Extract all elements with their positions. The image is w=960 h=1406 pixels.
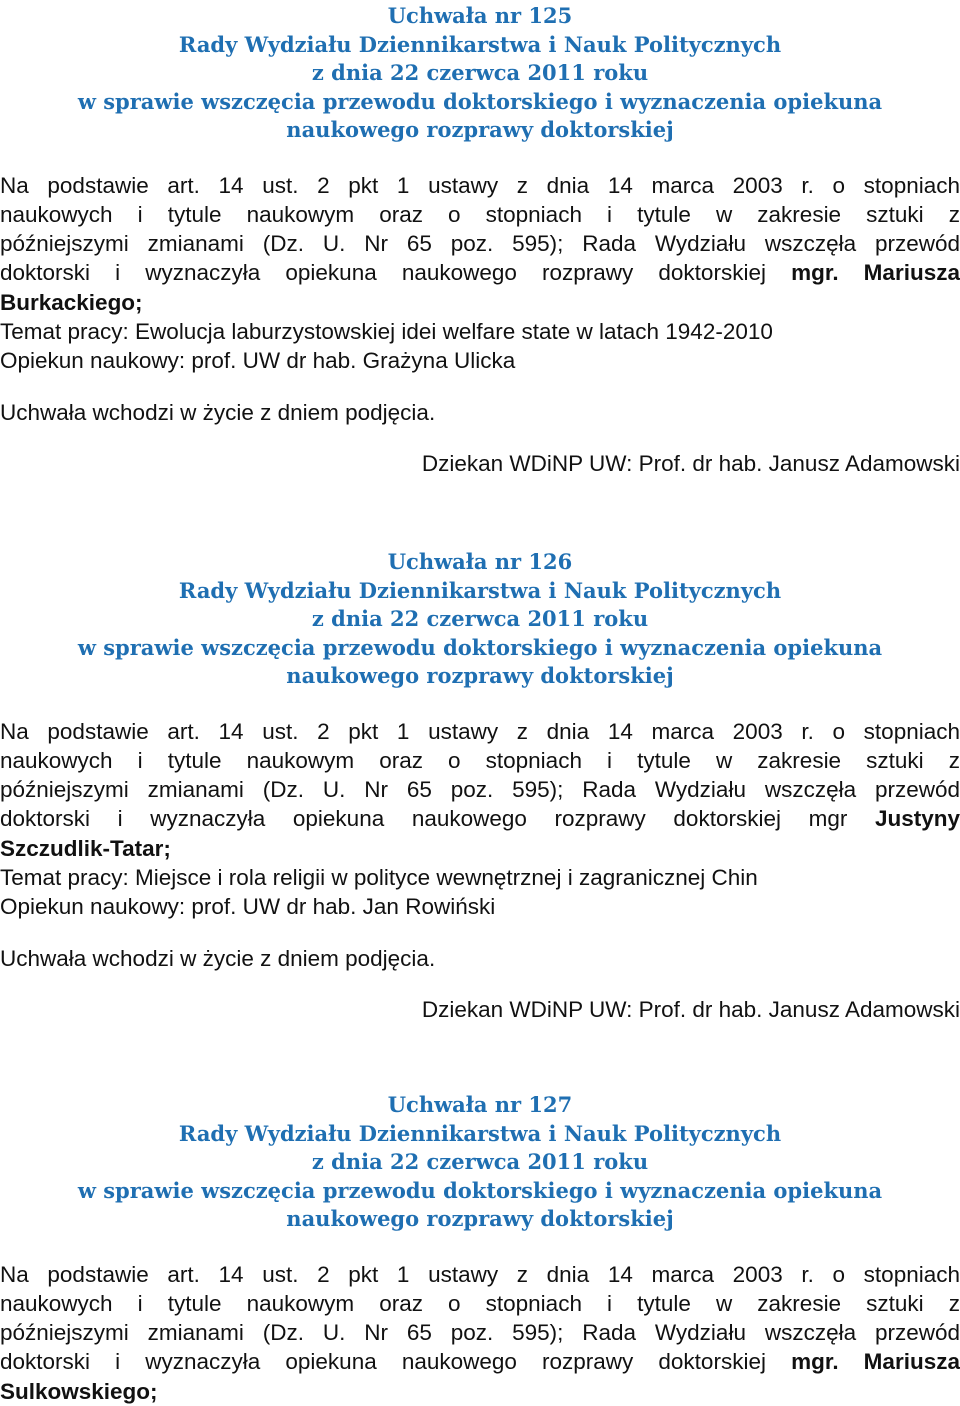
council-name: Rady Wydziału Dziennikarstwa i Nauk Politycznych	[178, 31, 782, 57]
candidate-surname: Szczudlik-Tatar;	[0, 835, 171, 861]
resolution-date: z dnia 22 czerwca 2011 roku	[311, 60, 649, 85]
council-name: Rady Wydziału Dziennikarstwa i Nauk Politycznych	[178, 577, 782, 603]
resolution-subject-cont: naukowego rozprawy doktorskiej	[286, 663, 674, 688]
resolution-subject: w sprawie wszczęcia przewodu doktorskiego i wyznaczenia opiekuna	[77, 634, 883, 660]
effective-clause: Uchwała wchodzi w życie z dniem podjęcia.	[0, 945, 436, 971]
basis-line	[0, 834, 960, 863]
candidate-name: mgr. Mariusza	[791, 1349, 960, 1375]
resolution-body	[0, 1260, 960, 1406]
basis-text: doktorski i wyznaczyła opiekuna naukowego rozprawy doktorskiej	[0, 260, 766, 286]
basis-line: naukowych i tytule naukowym oraz o stopniach i tytule w zakresie sztuki z	[0, 747, 960, 773]
candidate-surname: Sulkowskiego;	[0, 1378, 158, 1404]
basis-text: doktorski i wyznaczyła opiekuna naukowego rozprawy doktorskiej	[0, 1349, 766, 1375]
basis-line	[0, 1377, 960, 1406]
dean-signature: Dziekan WDiNP UW: Prof. dr hab. Janusz Adamowski	[421, 996, 960, 1022]
basis-line: późniejszymi zmianami (Dz. U. Nr 65 poz. 595); Rada Wydziału wszczęła przewód	[0, 231, 960, 257]
resolution-subject: w sprawie wszczęcia przewodu doktorskiego i wyznaczenia opiekuna	[77, 1177, 883, 1203]
candidate-name: mgr. Mariusza	[791, 260, 960, 286]
basis-line	[0, 258, 960, 287]
resolution-title: Uchwała nr 125	[387, 3, 573, 28]
basis-text: doktorski i wyznaczyła opiekuna naukowego rozprawy doktorskiej mgr	[0, 806, 848, 832]
resolution-title: Uchwała nr 127	[387, 1092, 573, 1117]
basis-line	[0, 1347, 960, 1376]
council-name: Rady Wydziału Dziennikarstwa i Nauk Politycznych	[178, 1120, 782, 1146]
resolution-header	[0, 2, 960, 145]
resolution-body	[0, 717, 960, 1025]
thesis-topic: Temat pracy: Miejsce i rola religii w polityce wewnętrznej i zagranicznej Chin	[0, 864, 758, 890]
resolution-subject-cont: naukowego rozprawy doktorskiej	[286, 1206, 674, 1231]
basis-line: naukowych i tytule naukowym oraz o stopniach i tytule w zakresie sztuki z	[0, 201, 960, 227]
basis-line: Na podstawie art. 14 ust. 2 pkt 1 ustawy z dnia 14 marca 2003 r. o stopniach	[0, 1261, 960, 1287]
resolution-header	[0, 548, 960, 691]
dean-signature: Dziekan WDiNP UW: Prof. dr hab. Janusz Adamowski	[421, 450, 960, 476]
supervisor: Opiekun naukowy: prof. UW dr hab. Grażyna Ulicka	[0, 348, 516, 374]
supervisor: Opiekun naukowy: prof. UW dr hab. Jan Rowiński	[0, 894, 496, 920]
resolution-127	[0, 1091, 960, 1406]
resolution-date: z dnia 22 czerwca 2011 roku	[311, 606, 649, 631]
resolution-date: z dnia 22 czerwca 2011 roku	[311, 1149, 649, 1174]
resolution-header	[0, 1091, 960, 1234]
resolution-subject-cont: naukowego rozprawy doktorskiej	[286, 117, 674, 142]
basis-line	[0, 804, 960, 833]
resolution-subject: w sprawie wszczęcia przewodu doktorskiego i wyznaczenia opiekuna	[77, 88, 883, 114]
basis-line: naukowych i tytule naukowym oraz o stopniach i tytule w zakresie sztuki z	[0, 1290, 960, 1316]
basis-line: Na podstawie art. 14 ust. 2 pkt 1 ustawy z dnia 14 marca 2003 r. o stopniach	[0, 172, 960, 198]
effective-clause: Uchwała wchodzi w życie z dniem podjęcia.	[0, 399, 436, 425]
candidate-surname: Burkackiego;	[0, 289, 143, 315]
candidate-name: Justyny	[874, 806, 960, 832]
basis-line: późniejszymi zmianami (Dz. U. Nr 65 poz. 595); Rada Wydziału wszczęła przewód	[0, 777, 960, 803]
resolution-title: Uchwała nr 126	[387, 549, 573, 574]
resolution-125	[0, 2, 960, 478]
basis-line: Na podstawie art. 14 ust. 2 pkt 1 ustawy z dnia 14 marca 2003 r. o stopniach	[0, 718, 960, 744]
basis-line: późniejszymi zmianami (Dz. U. Nr 65 poz. 595); Rada Wydziału wszczęła przewód	[0, 1320, 960, 1346]
resolution-126	[0, 548, 960, 1024]
basis-line	[0, 288, 960, 317]
resolution-body	[0, 171, 960, 479]
thesis-topic: Temat pracy: Ewolucja laburzystowskiej idei welfare state w latach 1942-2010	[0, 318, 773, 344]
